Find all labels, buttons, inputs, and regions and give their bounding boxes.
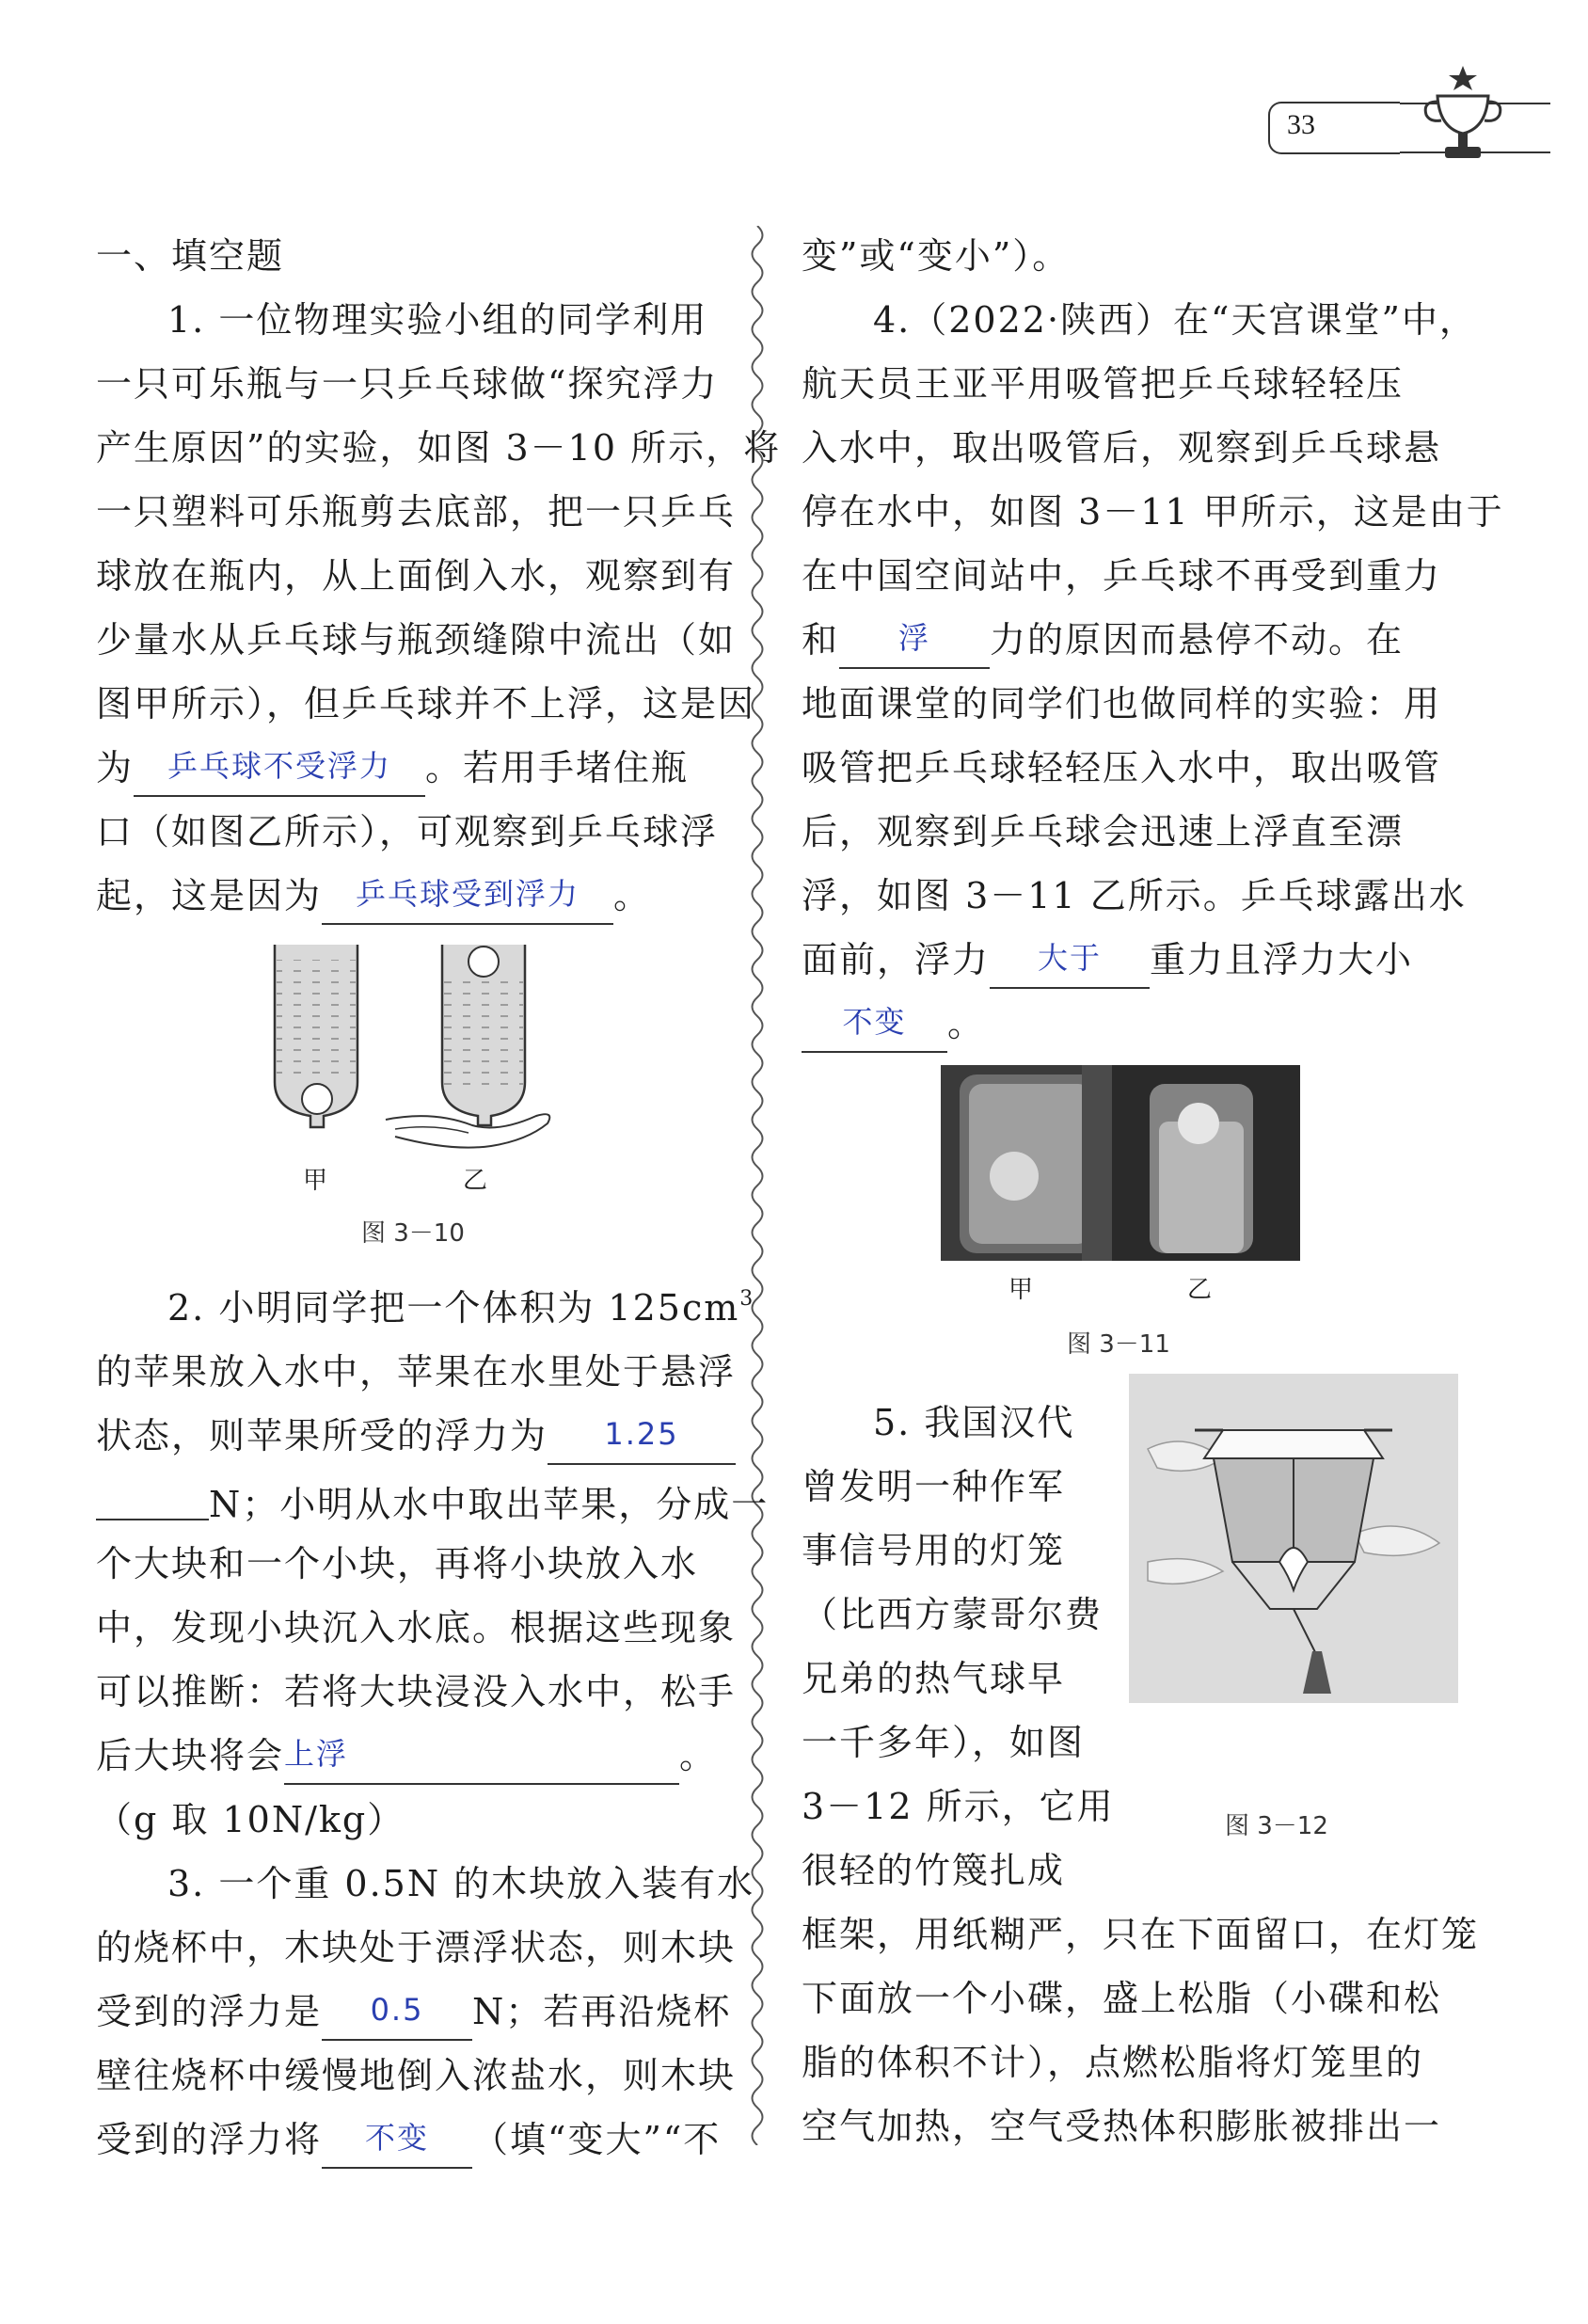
text-line: 浮，如图 3－11 乙所示。乒乓球露出水	[802, 875, 1467, 916]
q2-line-8: 后大块将会$^{上浮}$ 。	[96, 1724, 736, 1788]
photo-3-11-a	[941, 1065, 1129, 1261]
text-line: 1. 一位物理实验小组的同学利用	[167, 299, 708, 341]
text-line: 航天员王亚平用吸管把乒乓球轻轻压	[802, 363, 1405, 405]
text-line: 球放在瓶内，从上面倒入水，观察到有	[96, 555, 737, 597]
text-line: 很轻的竹篾扎成	[802, 1850, 1066, 1891]
q3-line-2: 的烧杯中，木块处于漂浮状态，则木块	[96, 1927, 737, 1968]
fig-3-10-label-a: 甲	[303, 1167, 328, 1195]
q2-line-1: 2. 小明同学把一个体积为 $125cm^3$	[167, 1287, 755, 1329]
text-line: 一千多年），如图	[802, 1722, 1086, 1763]
q1-line-9: 口（如图乙所示），可观察到乒乓球浮	[96, 811, 719, 852]
q1-line-10: 起，这是因为 $^{乒乓球受到浮力}$ 。	[96, 864, 736, 928]
figure-3-12-lantern	[1129, 1374, 1458, 1759]
text-line: 曾发明一种作军	[802, 1466, 1066, 1507]
q3-tail: 变”或“变小”）。	[802, 235, 1071, 277]
q4-line-12: $^{不变}$ 。	[802, 992, 1441, 1056]
text-line: 吸管把乒乓球轻轻压入水中，取出吸管	[802, 747, 1442, 788]
fig-3-10-caption: 图 3－10	[361, 1219, 465, 1248]
text-line: 少量水从乒乓球与瓶颈缝隙中流出（如	[96, 619, 737, 661]
text-line: 在中国空间站中，乒乓球不再受到重力	[802, 555, 1442, 597]
q2-line-4: N；小明从水中取出苹果，分成一	[96, 1468, 736, 1532]
q3-line-1: 3. 一个重 0.5N 的木块放入装有水	[167, 1863, 755, 1904]
text-line: 图甲所示），但乒乓球并不上浮，这是因	[96, 683, 756, 724]
q2-line-7: 可以推断：若将大块浸没入水中，松手	[96, 1671, 737, 1712]
text-line: 后，观察到乒乓球会迅速上浮直至漂	[802, 811, 1405, 852]
q4-blank-1[interactable]: 浮	[839, 620, 990, 669]
text-line: （比西方蒙哥尔费	[802, 1594, 1104, 1635]
q4-line-6: 和 $^浮$ 力的原因而悬停不动。在	[802, 608, 1441, 672]
q2-line-6: 中，发现小块沉入水底。根据这些现象	[96, 1607, 737, 1648]
q4-blank-2[interactable]: 大于	[990, 940, 1150, 989]
text-line: 一只塑料可乐瓶剪去底部，把一只乒乓	[96, 491, 737, 533]
text-line: 3－12 所示，它用	[802, 1786, 1115, 1827]
q1-blank-2[interactable]: 乒乓球受到浮力	[322, 876, 613, 925]
text-line: 地面课堂的同学们也做同样的实验：用	[802, 683, 1442, 724]
text-line: 事信号用的灯笼	[802, 1530, 1066, 1571]
q2-line-5: 个大块和一个小块，再将小块放入水	[96, 1543, 699, 1584]
fig-3-11-caption: 图 3－11	[1067, 1330, 1170, 1359]
q2-blank-1-cont	[96, 1472, 209, 1520]
q1-line-8: 为 $^{乒乓球不受浮力}$ 。若用手堵住瓶	[96, 736, 736, 800]
q2-line-2: 的苹果放入水中，苹果在水里处于悬浮	[96, 1351, 737, 1393]
photo-3-11-b	[1112, 1065, 1300, 1261]
text-line: 一只可乐瓶与一只乒乓球做“探究浮力	[96, 363, 719, 405]
text-line: 兄弟的热气球早	[802, 1658, 1066, 1699]
q4-line-11: 面前，浮力 $^{大于}$ 重力且浮力大小	[802, 928, 1441, 992]
trophy-icon	[1411, 62, 1515, 166]
text-line: 下面放一个小碟，盛上松脂（小碟和松	[802, 1978, 1442, 2019]
text-line: 4.（2022·陕西）在“天宫课堂”中，	[873, 299, 1477, 341]
q3-blank-2[interactable]: 不变	[322, 2120, 472, 2169]
q3-line-3: 受到的浮力是 $^{0.5}$ N；若再沿烧杯	[96, 1980, 736, 2044]
q2-line-3: 状态，则苹果所受的浮力为 $^{1.25}$	[96, 1404, 736, 1468]
q1-blank-1[interactable]: 乒乓球不受浮力	[134, 748, 425, 797]
q3-blank-1[interactable]: 0.5	[322, 1992, 472, 2041]
text-line: 入水中，取出吸管后，观察到乒乓球悬	[802, 427, 1442, 469]
fig-3-11-label-a: 甲	[1008, 1276, 1034, 1304]
fig-3-12-caption: 图 3－12	[1225, 1812, 1328, 1840]
section-title: 一、填空题	[96, 235, 285, 277]
q4-blank-3[interactable]: 不变	[802, 1004, 947, 1053]
q2-blank-2[interactable]: 上浮	[284, 1736, 679, 1785]
q3-line-5: 受到的浮力将 $^{不变}$ （填“变大”“不	[96, 2108, 736, 2172]
page-number: 33	[1287, 109, 1315, 140]
fig-3-10-label-b: 乙	[463, 1167, 488, 1195]
text-line: 空气加热，空气受热体积膨胀被排出一	[802, 2106, 1442, 2147]
q3-line-4: 壁往烧杯中缓慢地倒入浓盐水，则木块	[96, 2055, 737, 2096]
fig-3-11-label-b: 乙	[1187, 1276, 1213, 1304]
text-line: 停在水中，如图 3－11 甲所示，这是由于	[802, 491, 1504, 533]
q2-line-9: （g 取 10N/kg）	[96, 1799, 405, 1840]
text-line: 框架，用纸糊严，只在下面留口，在灯笼	[802, 1914, 1480, 1955]
q2-blank-1[interactable]: 1.25	[548, 1416, 736, 1465]
text-line: 5. 我国汉代	[873, 1402, 1075, 1443]
text-line: 产生原因”的实验，如图 3－10 所示，将	[96, 427, 782, 469]
text-line: 脂的体积不计），点燃松脂将灯笼里的	[802, 2042, 1424, 2083]
